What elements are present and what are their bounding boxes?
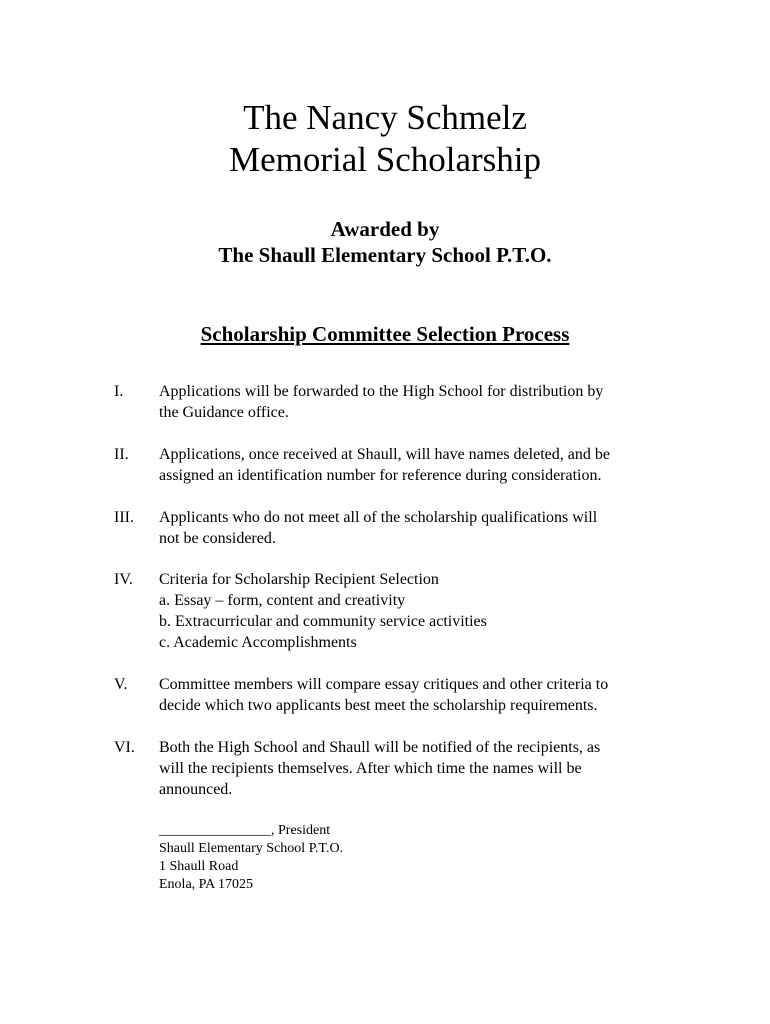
item-line: announced. bbox=[159, 781, 233, 798]
item-text bbox=[159, 444, 674, 486]
signature-city: Enola, PA 17025 bbox=[159, 877, 253, 892]
item-line: Applications, once received at Shaull, will have names deleted, and be bbox=[159, 446, 610, 463]
title-line-2: Memorial Scholarship bbox=[228, 140, 542, 179]
title-line-1: The Nancy Schmelz bbox=[243, 98, 527, 137]
item-line: Applications will be forwarded to the High School for distribution by bbox=[159, 383, 604, 400]
item-text bbox=[159, 674, 674, 716]
item-line: decide which two applicants best meet the scholarship requirements. bbox=[159, 697, 598, 714]
item-line: Both the High School and Shaull will be notified of the recipients, as bbox=[159, 739, 601, 756]
item-line: the Guidance office. bbox=[159, 404, 289, 421]
item-line: Applicants who do not meet all of the scholarship qualifications will bbox=[159, 509, 598, 526]
item-line: a. Essay – form, content and creativity bbox=[159, 592, 406, 609]
organization-name: The Shaull Elementary School P.T.O. bbox=[218, 243, 552, 267]
item-line: not be considered. bbox=[159, 530, 276, 547]
item-line: will the recipients themselves. After which time the names will be bbox=[159, 760, 582, 777]
item-text bbox=[159, 737, 674, 800]
item-text bbox=[159, 381, 674, 423]
signature-org: Shaull Elementary School P.T.O. bbox=[159, 841, 344, 856]
signature-line: ________________, President bbox=[159, 823, 331, 838]
item-numeral: V. bbox=[114, 676, 128, 693]
signature-street: 1 Shaull Road bbox=[159, 859, 239, 874]
signature-block bbox=[159, 822, 343, 894]
item-line: c. Academic Accomplishments bbox=[159, 634, 357, 651]
section-heading: Scholarship Committee Selection Process bbox=[200, 322, 570, 346]
item-numeral: I. bbox=[114, 383, 124, 400]
item-numeral: II. bbox=[114, 446, 129, 463]
item-numeral: III. bbox=[114, 509, 134, 526]
item-numeral: IV. bbox=[114, 571, 133, 588]
item-line: assigned an identification number for reference during consideration. bbox=[159, 467, 602, 484]
item-line: Committee members will compare essay critiques and other criteria to bbox=[159, 676, 609, 693]
item-line: b. Extracurricular and community service activities bbox=[159, 613, 487, 630]
item-text bbox=[159, 569, 674, 653]
item-numeral: VI. bbox=[114, 739, 135, 756]
item-line: Criteria for Scholarship Recipient Selection bbox=[159, 571, 439, 588]
awarded-by-label: Awarded by bbox=[330, 217, 440, 241]
item-text bbox=[159, 507, 674, 549]
